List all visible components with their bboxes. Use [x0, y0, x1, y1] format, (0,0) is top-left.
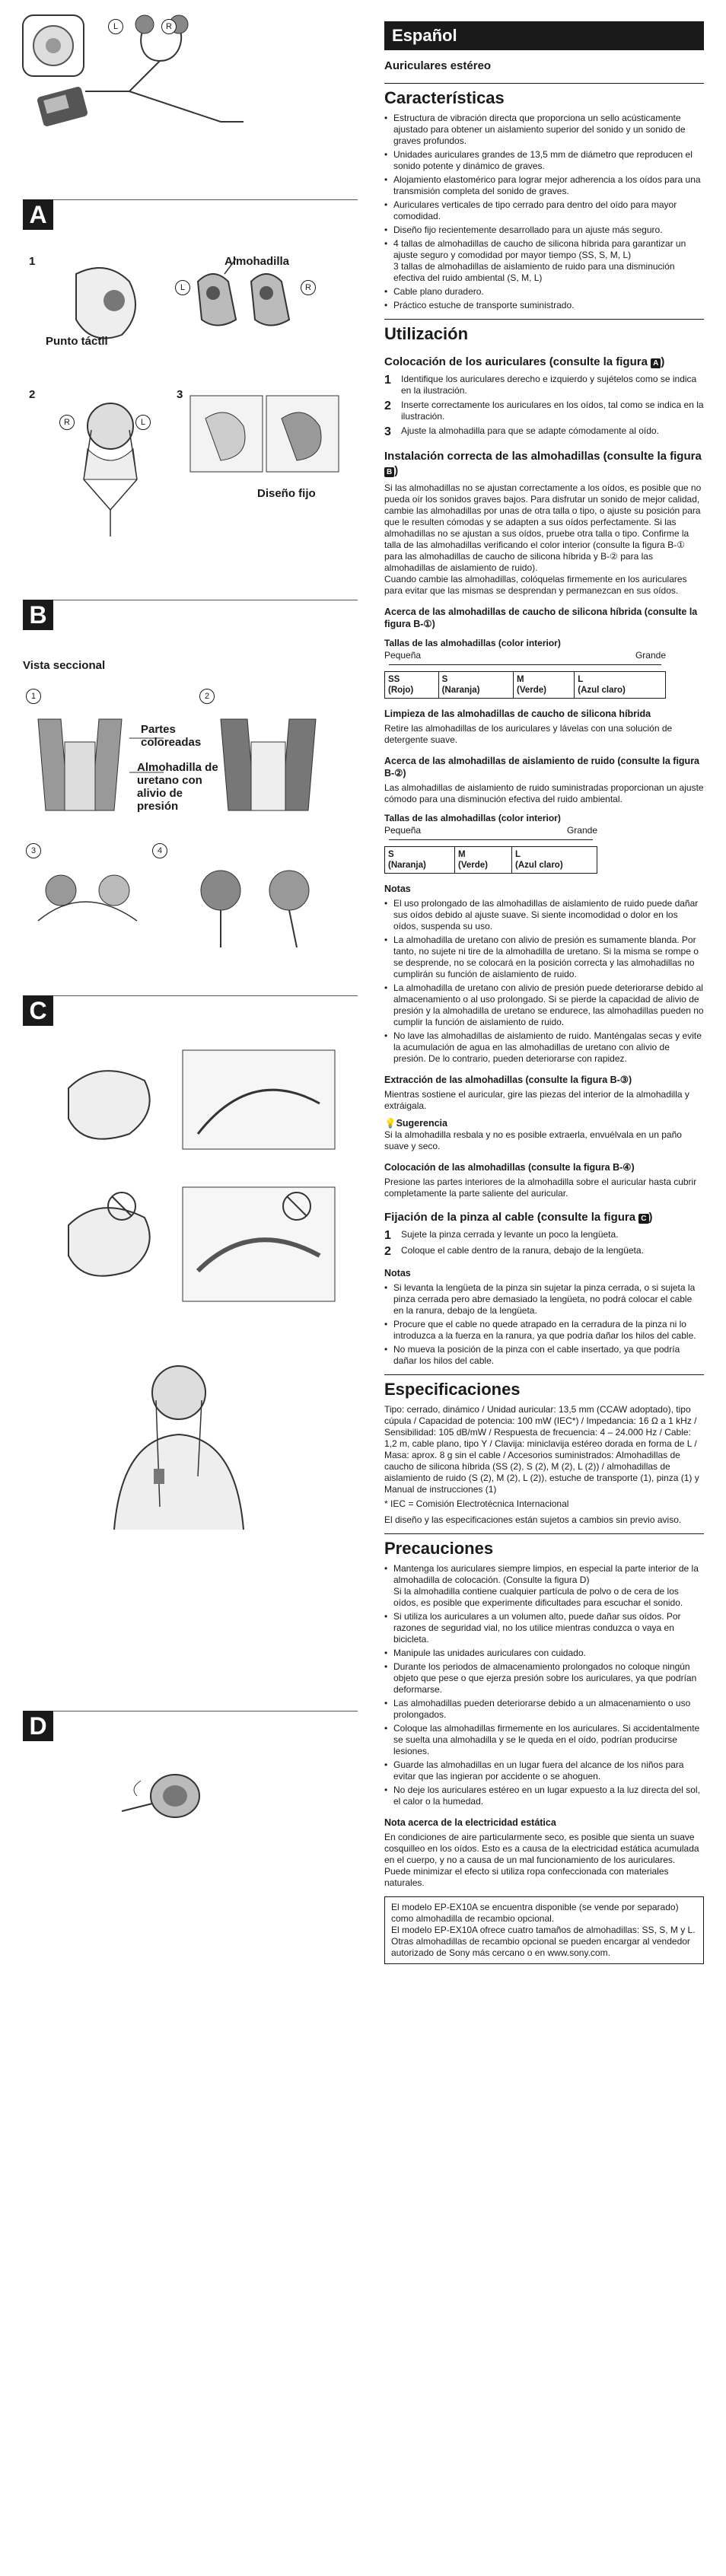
table-cell: S (Naranja): [385, 847, 455, 874]
hibrida-size-table: [384, 671, 666, 699]
large-label: Grande: [566, 825, 597, 836]
a-step-1: 1: [29, 255, 36, 268]
estatica-text: En condiciones de aire particularmente seco, es posible que sienta un suave cosquilleo en los oídos. Esto es a causa de la electricidad estática acumulada en el cuerpo, y no a causa de un mal funcionamiento de los auriculares. Puede minimizar el efecto si utiliza ropa confeccionada con materiales naturales.: [384, 1832, 699, 1888]
notas-heading: Notas: [384, 884, 411, 894]
step-item: 1 Identifique los auriculares derecho e izquierdo y sujételos como se indica en la ilustración.: [384, 374, 697, 396]
step-item: 2 Coloque el cable dentro de la ranura, debajo de la lengüeta.: [384, 1245, 644, 1258]
a-step-2: 2: [29, 388, 36, 401]
mark-L-a1: L: [175, 280, 190, 295]
especificaciones-text: Tipo: cerrado, dinámico / Unidad auricular: 13,5 mm (CCAW adoptado), tipo cúpula / Capacidad de potencia: 100 mW (IEC*) / Impedancia: 16 Ω a 1 kHz / Sensibilidad: 105 dB/mW / Respuesta de frecuencia: 4 – 24.000 Hz / Cable: 1,2 m, cable plano, tipo Y / Clavija: miniclavija estéreo dorada en forma de L / Masa: aprox. 8 g sin el cable / Accesorios suministrados: Almohadillas de caucho de silicona híbrida (SS (2), S (2), M (2), L (2)) / almohadillas de aislamiento de ruido (S (2), M (2), L (2)), estuche de transporte (1), pinza (1) y Manual de instrucciones (1): [384, 1404, 699, 1495]
mark-R-a2: R: [59, 415, 75, 430]
b-steps-figure: [30, 852, 342, 951]
aislamiento-size-table: [384, 846, 597, 874]
hibrida-size-range: [384, 650, 666, 670]
d-earbud-figure: [122, 1766, 213, 1834]
small-label: Pequeña: [384, 825, 422, 836]
colocacion-heading: Colocación de los auriculares (consulte la figura A ): [384, 355, 665, 368]
caracteristicas-list: [384, 113, 704, 311]
list-item: • Alojamiento elastomérico para lograr mejor adherencia a los oídos para una transmisión completa del sonido de graves.: [384, 174, 704, 197]
language-bar: Español: [384, 21, 704, 50]
b-label-uretano: Almohadilla de uretano con alivio de presión: [137, 761, 218, 813]
list-item: • Diseño fijo recientemente desarrollado para un ajuste más seguro.: [384, 224, 704, 236]
a-step-3: 3: [177, 388, 183, 401]
a-label-diseno: Diseño fijo: [257, 487, 316, 500]
especificaciones-footnote: * IEC = Comisión Electrotécnica Internacional: [384, 1498, 569, 1509]
list-item: • Durante los periodos de almacenamiento prolongados no coloque ningún objeto que pese o que ejerza presión sobre los auriculares, ya que podrían deformarse.: [384, 1661, 704, 1696]
pinza-heading: Fijación de la pinza al cable (consulte la figura C ): [384, 1211, 653, 1224]
step-item: 3 Ajuste la almohadilla para que se adapte cómodamente al oído.: [384, 425, 659, 438]
b-label-partes: Partes coloreadas: [141, 723, 202, 749]
text-column: [384, 21, 704, 1964]
list-item: • Unidades auriculares grandes de 13,5 mm de diámetro que reproducen el sonido potente y dinámico de graves.: [384, 149, 704, 172]
precauciones-list: [384, 1563, 704, 1807]
table-cell: SS (Rojo): [385, 672, 439, 699]
hibrida-heading: Acerca de las almohadillas de caucho de silicona híbrida (consulte la figura B-①): [384, 607, 698, 629]
aislamiento-heading: Acerca de las almohadillas de aislamiento de ruido (consulte la figura B-②): [384, 756, 700, 779]
table-cell: L (Azul claro): [512, 847, 597, 874]
large-label: Grande: [635, 650, 666, 661]
especificaciones-disclaimer: El diseño y las especificaciones están sujetos a cambios sin previo aviso.: [384, 1514, 682, 1525]
list-item: • No mueva la posición de la pinza con el cable insertado, ya que podría dañar los hilos del cable.: [384, 1344, 704, 1367]
list-item: • Mantenga los auriculares siempre limpios, en especial la parte interior de la almohadilla de colocación. (Consulte la figura D) Si la almohadilla contiene cualquier partícula de polvo o de cera de los oídos, es posible que experimente dificultades para escuchar el sonido.: [384, 1563, 704, 1609]
aislamiento-size-caption: Tallas de las almohadillas (color interior): [384, 813, 561, 823]
a-step3-figure: [190, 396, 342, 479]
extraccion-heading: Extracción de las almohadillas (consulte la figura B-③): [384, 1075, 632, 1085]
list-item: • Coloque las almohadillas firmemente en los auriculares. Si accidentalmente se suelta una almohadilla y se le queda en el oído, podrían producirse lesiones.: [384, 1723, 704, 1757]
colocacion-alm-text: Presione las partes interiores de la almohadilla sobre el auricular hasta cubrir completamente la parte saliente del auricular.: [384, 1177, 697, 1199]
precauciones-heading: Precauciones: [384, 1533, 704, 1559]
estatica-heading: Nota acerca de la electricidad estática: [384, 1817, 556, 1828]
mark-R-a1: R: [301, 280, 316, 295]
list-item: • Si levanta la lengüeta de la pinza sin sujetar la pinza cerrada, o si sujeta la pinza cerrada pero abre demasiado la lengüeta, no podrá colocar el cable en la ranura, debajo de la lengüeta.: [384, 1282, 704, 1317]
a-label-punto: Punto táctil: [46, 335, 108, 348]
notas2-list: [384, 1282, 704, 1367]
table-cell: M (Verde): [455, 847, 512, 874]
sugerencia-heading: 💡Sugerencia: [384, 1118, 447, 1129]
list-item: • Auriculares verticales de tipo cerrado para dentro del oído para mayor comodidad.: [384, 199, 704, 222]
list-item: • La almohadilla de uretano con alivio de presión es sumamente blanda. Por tanto, no sujete ni tire de la almohadilla de uretano. Si la misma se rompe o se desprende, no se colocará en la posición correcta y las almohadillas no cumplirán su función de aislamiento de ruido.: [384, 935, 704, 980]
list-item: • Cable plano duradero.: [384, 286, 704, 298]
aislamiento-size-range: [384, 825, 597, 845]
list-item: • La almohadilla de uretano con alivio de presión puede deteriorarse debido al almacenamiento o al uso prolongado. Si se pierde la capacidad de alivio de presión y la almohadilla de uretano se endurece, las almohadillas pueden no cumplir la función de aislamiento de ruido.: [384, 982, 704, 1028]
section-c-rule: [53, 995, 358, 996]
fig-ref-c: C: [638, 1214, 648, 1224]
mark-L-a2: L: [135, 415, 151, 430]
mark-L-top: L: [108, 19, 123, 34]
notas-list: [384, 898, 704, 1065]
utilizacion-heading: Utilización: [384, 319, 704, 344]
mark-c2: 2: [199, 689, 215, 704]
fig-ref-b: B: [384, 467, 394, 477]
aislamiento-text: Las almohadillas de aislamiento de ruido suministradas proporcionan un ajuste cómodo para una disminución efectiva del ruido ambiental.: [384, 782, 704, 804]
mark-c3: 3: [26, 843, 41, 858]
section-letter-c: C: [23, 995, 53, 1026]
sugerencia-text: Si la almohadilla resbala y no es posible extraerla, envuélvala en un paño suave y seco.: [384, 1129, 682, 1151]
list-item: • Si utiliza los auriculares a un volumen alto, puede dañar sus oídos. Por razones de seguridad vial, no los utilice mientras conduzca o vaya en bicicleta.: [384, 1611, 704, 1645]
b-label-vista: Vista seccional: [23, 659, 106, 672]
instalacion-text: Si las almohadillas no se ajustan correctamente a los oídos, es posible que no pueda oír los sonidos graves bajos. Para disfrutar un sonido de mejor calidad, cambie las almohadillas por unas de otra talla o tipo, o ajuste su posición para que le resulten cómodas y se adapten a sus oídos perfectamente. Si las almohadillas no se ajustan a sus oídos, pruebe otra talla o tipo. Confirme la talla de las almohadillas verificando el color interior (consulte la figura B-① para las almohadillas de caucho de silicona híbrida y B-② para las almohadillas de aislamiento de ruido). Cuando cambie las almohadillas, colóquelas firmemente en los auriculares para evitar que las mismas se desprendan y permanezcan en sus oídos.: [384, 482, 702, 596]
limpieza-text: Retire las almohadillas de los auriculares y lávelas con una solución de detergente suave.: [384, 723, 673, 745]
step-item: 1 Sujete la pinza cerrada y levante un poco la lengüeta.: [384, 1229, 619, 1242]
caracteristicas-heading: Características: [384, 83, 704, 108]
list-item: • No lave las almohadillas de aislamiento de ruido. Manténgalas secas y evite la acumulación de agua en las almohadillas de uretano con alivio de presión. De lo contrario, pueden deteriorarse con rapidez.: [384, 1030, 704, 1065]
table-cell: L (Azul claro): [575, 672, 666, 699]
section-a-rule: [53, 199, 358, 200]
instalacion-heading: Instalación correcta de las almohadillas (consulte la figura B ): [384, 450, 702, 477]
section-letter-b: B: [23, 600, 53, 630]
list-item: • Procure que el cable no quede atrapado en la cerradura de la pinza ni lo introduzca a la fuerza en la ranura, ya que podría dañar los hilos del cable.: [384, 1319, 704, 1342]
step-item: 2 Inserte correctamente los auriculares en los oídos, tal como se indica en la ilustración.: [384, 400, 704, 422]
hibrida-size-caption: Tallas de las almohadillas (color interior): [384, 638, 561, 648]
list-item: • Estructura de vibración directa que proporciona un sello acústicamente ajustado para obtener un aislamiento superior del sonido y un sonido de graves profundos.: [384, 113, 704, 147]
mark-c4: 4: [152, 843, 167, 858]
list-item: • 4 tallas de almohadillas de caucho de silicona híbrida para garantizar un ajuste seguro y comodidad por mayor tiempo (SS, S, M, L) 3 tallas de almohadillas de aislamiento de ruido para una disminución efectiva del ruido ambiental (S, M, L): [384, 238, 704, 284]
mark-c1: 1: [26, 689, 41, 704]
list-item: • Las almohadillas pueden deteriorarse debido a un almacenamiento o uso prolongados.: [384, 1698, 704, 1721]
colocacion-steps: [384, 374, 704, 438]
product-illustration: [23, 15, 342, 145]
table-cell: M (Verde): [513, 672, 574, 699]
list-item: • Práctico estuche de transporte suministrado.: [384, 300, 704, 311]
table-cell: S (Naranja): [438, 672, 513, 699]
replacement-box: El modelo EP-EX10A se encuentra disponible (se vende por separado) como almohadilla de recambio opcional. El modelo EP-EX10A ofrece cuatro tamaños de almohadillas: SS, S, M y L. Otras almohadillas de recambio opcional se pueden encargar al vendedor autorizado de Sony más cercano o en www.sony.com.: [384, 1896, 704, 1964]
list-item: • Guarde las almohadillas en un lugar fuera del alcance de los niños para evitar que las ingieran por accidente o se ahoguen.: [384, 1759, 704, 1782]
list-item: • El uso prolongado de las almohadillas de aislamiento de ruido puede dañar sus oídos debido al ajuste suave. Si siente incomodidad o dolor en los oídos, suspenda su uso.: [384, 898, 704, 932]
illustration-column: [0, 0, 358, 2576]
notas2-heading: Notas: [384, 1268, 411, 1278]
section-letter-d: D: [23, 1711, 53, 1741]
c-clip-figure: [53, 1043, 342, 1339]
section-letter-a: A: [23, 199, 53, 230]
c-person-figure: [84, 1355, 274, 1530]
pinza-steps: [384, 1229, 704, 1258]
extraccion-text: Mientras sostiene el auricular, gire las piezas del interior de la almohadilla y extráigala.: [384, 1089, 689, 1111]
a-label-almohadilla: Almohadilla: [224, 255, 290, 268]
list-item: • Manipule las unidades auriculares con cuidado.: [384, 1648, 704, 1659]
especificaciones-heading: Especificaciones: [384, 1374, 704, 1399]
list-item: • No deje los auriculares estéreo en un lugar expuesto a la luz directa del sol, el calor o la humedad.: [384, 1785, 704, 1807]
mark-R-top: R: [161, 19, 177, 34]
product-title: Auriculares estéreo: [384, 59, 492, 72]
colocacion-alm-heading: Colocación de las almohadillas (consulte la figura B-④): [384, 1162, 635, 1173]
fig-ref-a: A: [651, 358, 661, 368]
small-label: Pequeña: [384, 650, 422, 661]
limpieza-heading: Limpieza de las almohadillas de caucho de silicona híbrida: [384, 708, 651, 719]
lightbulb-icon: 💡: [384, 1118, 396, 1129]
